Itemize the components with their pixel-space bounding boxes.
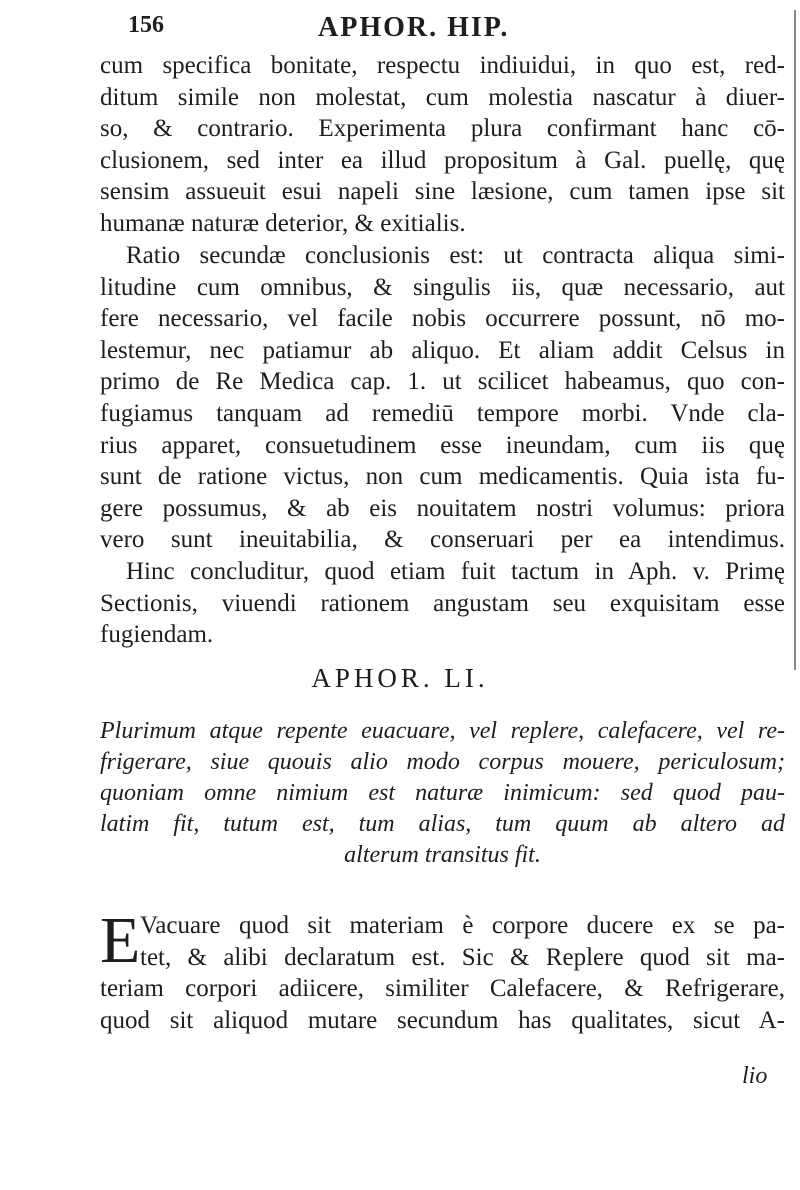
aphorism-text (100, 716, 785, 871)
commentary-paragraph (100, 904, 785, 1036)
page-header (128, 12, 728, 48)
text-line: sensim assueuit esui napeli sine læsione, cum tamen ipse sit (100, 178, 785, 206)
commentary-line: quod sit aliquod mutare secundum has qualitates, sicut A- (100, 1006, 785, 1034)
paragraph-ratio (100, 240, 785, 651)
text-line: vero sunt ineuitabilia, & conseruari per ea intendimus. (100, 526, 785, 554)
text-line: cum specifica bonitate, respectu indiuidui, in quo est, red- (100, 52, 785, 79)
paragraph-continuation (100, 50, 785, 240)
text-line: litudine cum omnibus, & singulis iis, quæ necessario, aut (100, 273, 785, 301)
aphorism-line: Plurimum atque repente euacuare, vel replere, calefacere, vel re- (100, 718, 785, 744)
aphorism-line: latim fit, tutum est, tum alias, tum quum ab altero ad (100, 811, 785, 837)
text-line: so, & contrario. Experimenta plura confirmant hanc cō- (100, 115, 785, 143)
commentary-line: tet, & alibi declaratum est. Sic & Replere quod sit ma- (140, 943, 785, 971)
text-line: fere necessario, vel facile nobis occurrere possunt, nō mo- (100, 305, 785, 333)
text-line: sunt de ratione victus, non cum medicamentis. Quia ista fu- (100, 463, 785, 491)
text-line: lestemur, nec patiamur ab aliquo. Et aliam addit Celsus in (100, 336, 785, 364)
page-edge (794, 10, 796, 670)
page-number: 156 (128, 12, 164, 38)
text-line: ditum simile non molestat, cum molestia nascatur à diuer- (100, 83, 785, 111)
text-line: gere possumus, & ab eis nouitatem nostri volumus: priora (100, 494, 785, 522)
text-line: primo de Re Medica cap. 1. ut scilicet habeamus, quo con- (100, 368, 785, 396)
catchword: lio (742, 1063, 768, 1089)
commentary-line: teriam corpori adiicere, similiter Calefacere, & Refrigerare, (100, 975, 785, 1003)
text-line: rius apparet, consuetudinem esse ineundam, cum iis quę (100, 431, 785, 459)
text-line: fugiamus tanquam ad remediū tempore morbi. Vnde cla- (100, 399, 785, 427)
text-line: humanæ naturæ deterior, & exitialis. (100, 209, 466, 237)
text-line: Ratio secundæ conclusionis est: ut contracta aliqua simi- (126, 242, 785, 269)
running-head: APHOR. HIP. (318, 12, 510, 43)
text-line: clusionem, sed inter ea illud propositum à Gal. puellę, quę (100, 146, 785, 174)
aphorism-heading: APHOR. LI. (311, 663, 489, 693)
aphorism-line: alterum transitus fit. (344, 842, 541, 868)
aphorism-line: frigerare, siue quouis alio modo corpus mouere, periculosum; (100, 749, 785, 775)
text-line: fugiendam. (100, 621, 214, 649)
aphorism-line: quoniam omne nimium est naturæ inimicum: sed quod pau- (100, 780, 785, 806)
commentary-line: Vacuare quod sit materiam è corpore ducere ex se pa- (140, 912, 785, 939)
drop-cap: E (100, 904, 141, 977)
text-line: Hinc concluditur, quod etiam fuit tactum in Aph. v. Primę (126, 557, 785, 585)
text-line: Sectionis, viuendi rationem angustam seu exquisitam esse (100, 589, 785, 617)
